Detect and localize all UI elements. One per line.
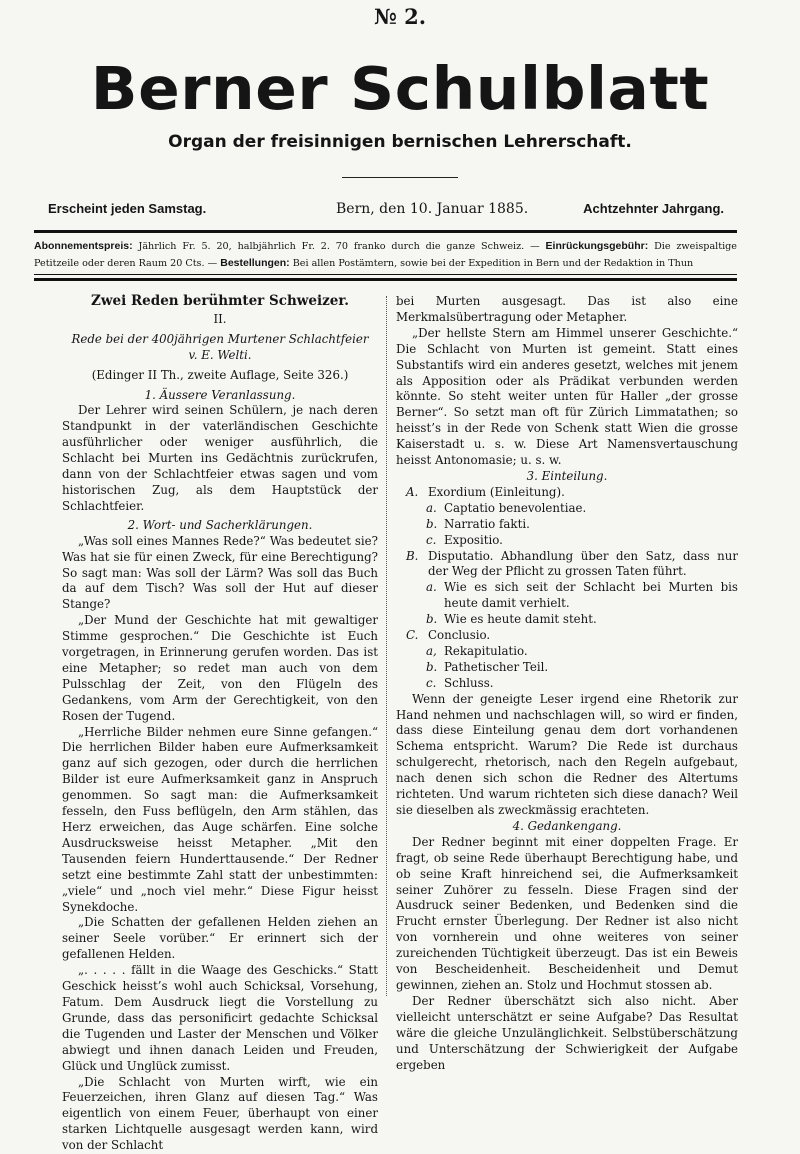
outline-label: b.	[396, 517, 444, 533]
section-heading: 1. Äussere Veranlassung.	[62, 388, 378, 404]
outline-text: Expositio.	[444, 533, 738, 549]
article-right-column	[396, 294, 738, 1073]
article-left-column	[62, 294, 378, 1154]
outline-item	[396, 501, 738, 517]
outline-label: B.	[396, 549, 428, 581]
orders-text: Bei allen Postämtern, sowie bei der Expedition in Bern und der Redaktion in Thun	[290, 258, 694, 269]
paragraph: Wenn der geneigte Leser irgend eine Rhetorik zur Hand nehmen und nachschlagen will, so wird er finden, dass diese Einteilung genau dem dort vorhandenen Schema entspricht. Warum? Die Rede ist durchaus schulgerecht, rhetorisch, nach den Regeln aufgebaut, nach denen sich schon die Redner des Altertums richteten. Und warum richteten sich diese danach? Weil sie dieselben als zweckmässig erachteten.	[396, 692, 738, 819]
paragraph: Der Redner überschätzt sich also nicht. Aber vielleicht unterschätzt er seine Aufgabe? Das Resultat wäre die gleiche Unzulänglichkeit. Selbstüberschätzung und Unterschätzung der Schwierigkeit der Aufgabe ergeben	[396, 994, 738, 1074]
outline-item	[396, 485, 738, 501]
orders-label: Bestellungen:	[220, 257, 289, 269]
divider	[34, 230, 737, 233]
outline-item	[396, 549, 738, 581]
outline-label: c.	[396, 676, 444, 692]
outline-text: Conclusio.	[428, 628, 738, 644]
outline-item	[396, 676, 738, 692]
outline-text: Schluss.	[444, 676, 738, 692]
outline-item	[396, 517, 738, 533]
outline-item	[396, 660, 738, 676]
outline-text: Rekapitulatio.	[444, 644, 738, 660]
volume: Achtzehnter Jahrgang.	[583, 201, 724, 216]
paragraph: „Die Schatten der gefallenen Helden ziehen an seiner Seele vorüber.“ Er erinnert sich der gefallenen Helden.	[62, 915, 378, 963]
outline-label: C.	[396, 628, 428, 644]
place-date: Bern, den 10. Januar 1885.	[336, 201, 528, 217]
section-heading: 3. Einteilung.	[396, 469, 738, 485]
paragraph: Der Redner beginnt mit einer doppelten Frage. Er fragt, ob seine Rede überhaupt Berechtigung habe, und ob seine Kraft hinreichend sei, die Aufmerksamkeit seiner Zuhörer zu fesseln. Diese Fragen sind der Ausdruck seiner Bedenken, und Bedenken sind die Frucht ernster Überlegung. Der Redner ist also nicht von vornherein und ohne weiteres von seiner zureichenden Tüchtigkeit überzeugt. Das ist ein Beweis von Bescheidenheit. Bescheidenheit und Demut gewinnen, ziehen an. Stolz und Hochmut stossen ab.	[396, 835, 738, 994]
speech-author: v. E. Welti.	[62, 348, 378, 364]
outline-text: Exordium (Einleitung).	[428, 485, 738, 501]
subscription-info	[34, 238, 737, 272]
paragraph: „Der hellste Stern am Himmel unserer Geschichte.“ Die Schlacht von Murten ist gemeint. Statt eines Substantifs wird ein anderes gesetzt, welches mit jenem als Apposition oder als Prädikat verbunden werden könnte. So steht weiter unten für Haller „der grosse Berner“. So setzt man oft für Zürich Limmatathen; so heisst’s in der Rede von Schenk statt Wien die grosse Kaiserstadt u. s. w. Diese Art Namensvertauschung heisst Antonomasie; u. s. w.	[396, 326, 738, 469]
divider	[34, 274, 737, 275]
paragraph: „Die Schlacht von Murten wirft, wie ein Feuerzeichen, ihren Glanz auf diesen Tag.“ Was eigentlich von einem Feuer, überhaupt von einer starken Lichtquelle ausgesagt werden kann, wird von der Schlacht	[62, 1075, 378, 1154]
outline-item	[396, 628, 738, 644]
section-heading: 2. Wort- und Sacherklärungen.	[62, 518, 378, 534]
subscription-label: Abonnementspreis:	[34, 240, 133, 252]
frequency: Erscheint jeden Samstag.	[48, 201, 206, 216]
article-part: II.	[62, 312, 378, 328]
outline-label: b.	[396, 660, 444, 676]
publication-info	[48, 201, 724, 221]
outline-item	[396, 533, 738, 549]
paragraph: Der Lehrer wird seinen Schülern, je nach deren Standpunkt in der vaterländischen Geschichte ausführlicher oder weniger ausführlich, die Schlacht bei Murten ins Gedächtnis zurückrufen, dann von der Schlachtfeier etwas sagen und vom historischen Zug, als dem Hauptstück der Schlachtfeier.	[62, 403, 378, 514]
paragraph: „Was soll eines Mannes Rede?“ Was bedeutet sie? Was hat sie für einen Zweck, für eine Berechtigung? So sagt man: Was soll der Lärm? Was soll das Buch da auf dem Tisch? Was soll der Hut auf dieser Stange?	[62, 534, 378, 614]
section-heading: 4. Gedankengang.	[396, 819, 738, 835]
outline-label: A.	[396, 485, 428, 501]
issue-number: № 2.	[0, 4, 800, 29]
insertion-label: Einrückungsgebühr:	[546, 240, 649, 252]
article-title: Zwei Reden berühmter Schweizer.	[62, 294, 378, 310]
outline-label: a,	[396, 644, 444, 660]
outline-text: Wie es heute damit steht.	[444, 612, 738, 628]
outline-item	[396, 612, 738, 628]
newspaper-title: Berner Schulblatt	[0, 54, 800, 123]
outline-item	[396, 644, 738, 660]
outline-item	[396, 580, 738, 612]
outline-list	[396, 485, 738, 692]
subscription-text: Jährlich Fr. 5. 20, halbjährlich Fr. 2. 70 franko durch die ganze Schweiz. —	[133, 241, 546, 252]
divider	[342, 177, 458, 178]
outline-text: Disputatio. Abhandlung über den Satz, dass nur der Weg der Pflicht zu grossen Taten führt.	[428, 549, 738, 581]
newspaper-subtitle: Organ der freisinnigen bernischen Lehrerschaft.	[0, 132, 800, 152]
outline-text: Pathetischer Teil.	[444, 660, 738, 676]
outline-label: c.	[396, 533, 444, 549]
column-divider	[386, 296, 387, 996]
outline-text: Narratio fakti.	[444, 517, 738, 533]
outline-text: Wie es sich seit der Schlacht bei Murten bis heute damit verhielt.	[444, 580, 738, 612]
paragraph: „Der Mund der Geschichte hat mit gewaltiger Stimme gesprochen.“ Die Geschichte ist Euch vorgetragen, in Erinnerung gerufen worden. Das ist eine Metapher; so redet man auch von dem Pulsschlag der Zeit, von den Flügeln des Gedankens, vom Arm der Gerechtigkeit, von den Rosen der Tugend.	[62, 613, 378, 724]
insertion-text: Die zweispaltige Petitzeile oder deren Raum 20 Cts. —	[34, 241, 737, 269]
speech-reference: Rede bei der 400jährigen Murtener Schlachtfeier	[62, 332, 378, 348]
outline-label: b.	[396, 612, 444, 628]
outline-label: a.	[396, 580, 444, 612]
paragraph: bei Murten ausgesagt. Das ist also eine Merkmalsübertragung oder Metapher.	[396, 294, 738, 326]
divider	[34, 278, 737, 281]
outline-text: Captatio benevolentiae.	[444, 501, 738, 517]
paragraph: „. . . . . fällt in die Waage des Geschicks.“ Statt Geschick heisst’s wohl auch Schicksal, Vorsehung, Fatum. Dem Ausdruck liegt die Vorstellung zu Grunde, dass das personificirt gedachte Schicksal die Tugenden und Laster der Menschen und Völker abwiegt und ihnen danach Leiden und Freuden, Glück und Unglück zumisst.	[62, 963, 378, 1074]
outline-label: a.	[396, 501, 444, 517]
source-reference: (Edinger II Th., zweite Auflage, Seite 326.)	[62, 368, 378, 384]
paragraph: „Herrliche Bilder nehmen eure Sinne gefangen.“ Die herrlichen Bilder haben eure Aufmerksamkeit ganz auf sich gezogen, oder durch die herrlichen Bilder ist eure Aufmerksamkeit ganz in Anspruch genommen. So sagt man: die Aufmerksamkeit fesseln, den Fuss beflügeln, den Arm stählen, das Herz erweichen, das Auge schärfen. Eine solche Ausdrucksweise heisst Metapher. „Mit den Tausenden feiern Hunderttausende.“ Der Redner setzt eine bestimmte Zahl statt der unbestimmten: „viele“ und „noch viel mehr.“ Diese Figur heisst Synekdoche.	[62, 725, 378, 916]
